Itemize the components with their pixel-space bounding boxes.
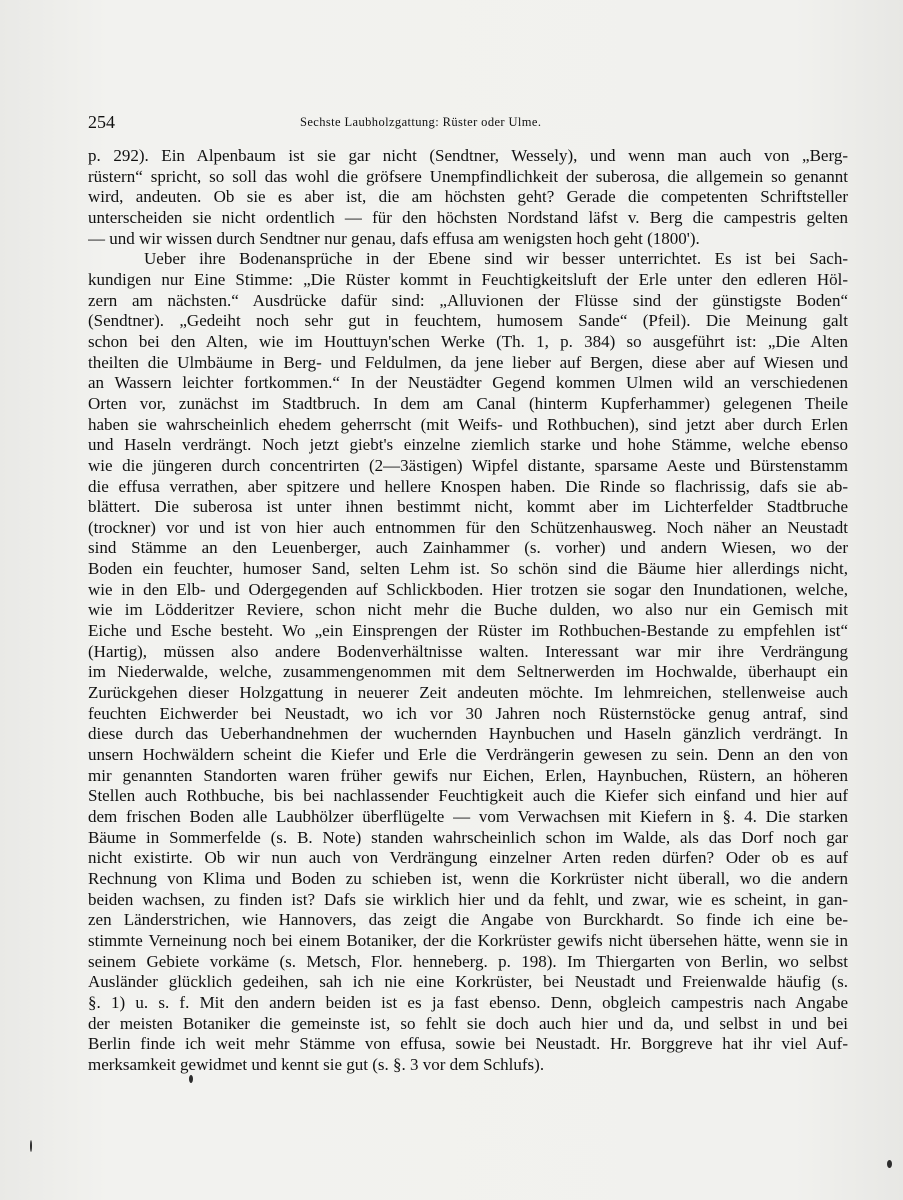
page-header bbox=[88, 108, 848, 136]
running-head: Sechste Laubholzgattung: Rüster oder Ulme. bbox=[300, 115, 542, 129]
text-line: rüstern“ spricht, so soll das wohl die gröfsere Unempfindlichkeit der suberosa, die allgemein so genannt bbox=[88, 166, 848, 186]
text-line: (trockner) vor und ist von hier auch entnommen für den Schützenhausweg. Noch näher an Neustadt bbox=[88, 517, 848, 537]
text-line: im Niederwalde, welche, zusammengenommen mit dem Seltnerwerden im Hochwalde, überhaupt ein bbox=[88, 662, 848, 682]
text-line: feuchten Eichwerder bei Neustadt, wo ich vor 30 Jahren noch Rüsternstöcke genug antraf, sind bbox=[88, 703, 848, 723]
text-line: wie die jüngeren durch concentrirten (2—3ästigen) Wipfel distante, sparsame Aeste und Bürstenstamm bbox=[88, 455, 848, 475]
text-line: kundigen nur Eine Stimme: „Die Rüster kommt in Feuchtigkeitsluft der Erle unter den edleren Höl- bbox=[88, 269, 848, 289]
text-line: unsern Hochwäldern scheint die Kiefer und Erle die Verdrängerin gewesen zu sein. Denn an den von bbox=[88, 745, 848, 765]
paragraph-end-line: merksamkeit gewidmet und kennt sie gut (s. §. 3 vor dem Schlufs). bbox=[88, 1054, 545, 1074]
print-speck bbox=[189, 1075, 193, 1083]
text-line: an Wassern leichter fortkommen.“ In der Neustädter Gegend kommen Ulmen wild an verschiedenen bbox=[88, 373, 848, 393]
text-line: mir genannten Standorten waren früher gewifs nur Eichen, Erlen, Haynbuchen, Rüstern, an höheren bbox=[88, 765, 848, 785]
text-line: stimmte Verneinung noch bei einem Botaniker, der die Korkrüster gewifs nicht übersehen hätte, wenn sie in bbox=[88, 930, 848, 950]
paragraph-start-line: Ueber ihre Bodenansprüche in der Ebene sind wir besser unterrichtet. Es ist bei Sach- bbox=[144, 249, 848, 269]
text-line: Ausländer glücklich gedeihen, sah ich nie eine Korkrüster, bei Neustadt und Freienwalde häufig (s. bbox=[88, 972, 848, 992]
text-line: (Hartig), müssen also andere Bodenverhältnisse walten. Interessant war mir ihre Verdrängung bbox=[88, 641, 848, 661]
text-line: nicht existirte. Ob wir nun auch von Verdrängung einzelner Arten reden dürfen? Oder ob es auf bbox=[88, 848, 848, 868]
text-line: Rechnung von Klima und Boden zu schieben ist, wenn die Korkrüster nicht überall, wo die andern bbox=[88, 868, 848, 888]
text-line: beiden wachsen, zu finden ist? Dafs sie wirklich hier und da fehlt, und zwar, wie es scheint, in gan- bbox=[88, 889, 848, 909]
text-line: Boden ein feuchter, humoser Sand, selten Lehm ist. So schön sind die Bäume hier allerdings nicht, bbox=[88, 559, 848, 579]
text-line: seinem Gebiete vorkäme (s. Metsch, Flor. henneberg. p. 198). Im Thiergarten von Berlin, wo selbst bbox=[88, 951, 848, 971]
text-line: sind Stämme an den Leuenberger, auch Zainhammer (s. vorher) und andern Wiesen, wo der bbox=[88, 538, 848, 558]
text-line: Stellen auch Rothbuche, bis bei nachlassender Feuchtigkeit auch die Kiefer sich einfand und hier auf bbox=[88, 786, 848, 806]
text-line: diese durch das Ueberhandnehmen der wuchernden Haynbuchen und Haseln gänzlich verdrängt. In bbox=[88, 724, 848, 744]
text-line: (Sendtner). „Gedeiht noch sehr gut in feuchtem, humosem Sande“ (Pfeil). Die Meinung galt bbox=[88, 311, 848, 331]
text-line: die effusa verrathen, aber spitzere und hellere Knospen haben. Die Rinde so flachrissig, dafs sie ab- bbox=[88, 476, 848, 496]
text-line: wie im Lödderitzer Reviere, schon nicht mehr die Buche dulden, wo also nur ein Gemisch mit bbox=[88, 600, 848, 620]
text-line: zen Länderstrichen, wie Hannovers, das zeigt die Angabe von Burckhardt. So finde ich eine be- bbox=[88, 910, 848, 930]
text-line: wird, andeuten. Ob sie es aber ist, die am höchsten geht? Gerade die competenten Schriftsteller bbox=[88, 187, 848, 207]
text-line: §. 1) u. s. f. Mit den andern beiden ist es ja fast ebenso. Denn, obgleich campestris nach Angabe bbox=[88, 992, 848, 1012]
text-line: Orten vor, zunächst im Stadtbruch. In dem am Canal (hinterm Kupferhammer) gelegenen Theile bbox=[88, 393, 848, 413]
print-speck bbox=[30, 1140, 32, 1152]
text-line: theilten die Ulmbäume in Berg- und Feldulmen, da jene lieber auf Bergen, diese aber auf Wiesen und bbox=[88, 352, 848, 372]
text-line: und Haseln verdrängt. Noch jetzt giebt's einzelne ziemlich starke und hohe Stämme, welche ebenso bbox=[88, 435, 848, 455]
text-line: haben sie wahrscheinlich ehedem geherrscht (mit Weifs- und Rothbuchen), sind jetzt aber durch Erlen bbox=[88, 414, 848, 434]
text-line: zern am nächsten.“ Ausdrücke dafür sind: „Alluvionen der Flüsse sind der günstigste Boden“ bbox=[88, 290, 848, 310]
text-line: Eiche und Esche besteht. Wo „ein Einsprengen der Rüster im Rothbuchen-Bestande zu empfehlen ist“ bbox=[88, 621, 848, 641]
page-number: 254 bbox=[88, 112, 115, 132]
text-line: Bäume in Sommerfelde (s. B. Note) standen wahrscheinlich schon im Walde, als das Dorf noch gar bbox=[88, 827, 848, 847]
text-line: schon bei den Alten, wie im Houttuyn'schen Werke (Th. 1, p. 384) so ausgeführt ist: „Die Alten bbox=[88, 331, 848, 351]
print-speck bbox=[887, 1160, 892, 1168]
body-text bbox=[88, 146, 848, 1076]
text-line: wie in den Elb- und Odergegenden auf Schlickboden. Hier trotzen sie sogar den Inundationen, welche, bbox=[88, 579, 848, 599]
text-line: p. 292). Ein Alpenbaum ist sie gar nicht (Sendtner, Wessely), und wenn man auch von „Berg- bbox=[88, 146, 848, 165]
text-line: — und wir wissen durch Sendtner nur genau, dafs effusa am wenigsten hoch geht (1800'). bbox=[88, 228, 700, 248]
text-line: unterscheiden sie nicht ordentlich — für den höchsten Nordstand läfst v. Berg die campestris gelten bbox=[88, 207, 848, 227]
text-line: der meisten Botaniker die gemeinste ist, so fehlt sie doch auch hier und da, und selbst in und bei bbox=[88, 1013, 848, 1033]
text-line: Berlin finde ich weit mehr Stämme von effusa, sowie bei Neustadt. Hr. Borggreve hat ihr viel Auf- bbox=[88, 1034, 848, 1054]
text-line: dem frischen Boden alle Laubhölzer überflügelte — vom Verwachsen mit Kiefern in §. 4. Die starken bbox=[88, 807, 848, 826]
text-line: blättert. Die suberosa ist unter ihnen bestimmt nicht, kommt aber im Lichterfelder Stadtbruche bbox=[88, 497, 848, 517]
text-line: Zurückgehen dieser Holzgattung in neuerer Zeit andeuten möchte. Im lehmreichen, stellenweise auch bbox=[88, 683, 848, 703]
